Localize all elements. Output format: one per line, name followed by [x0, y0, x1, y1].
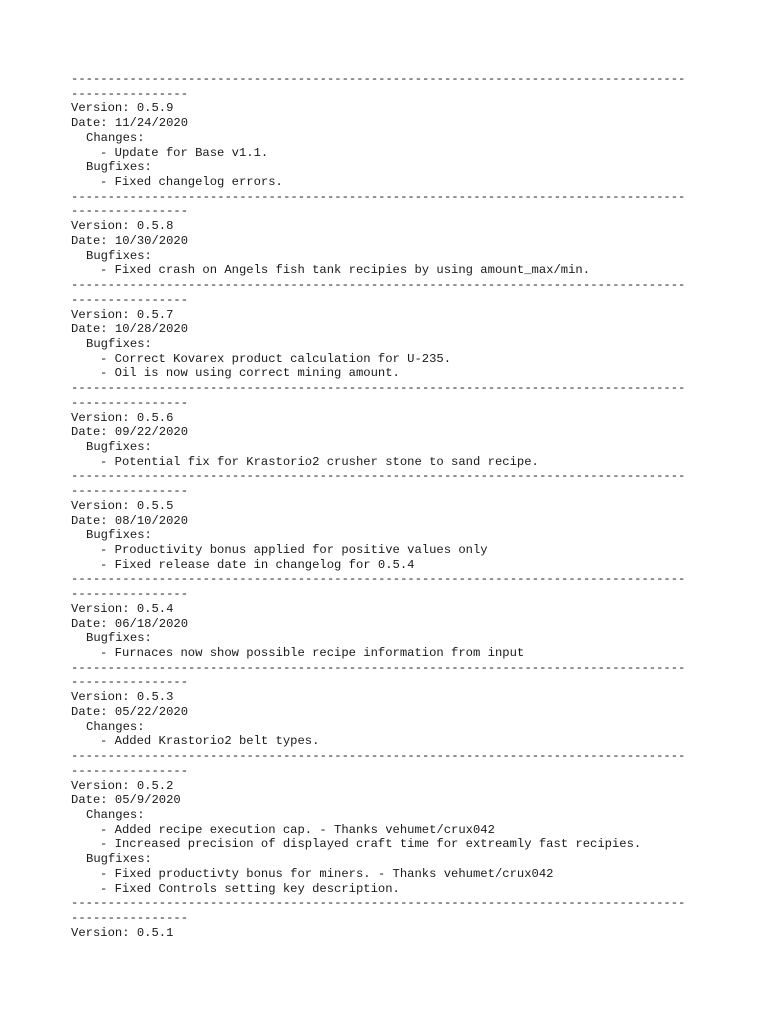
version-label: Version: 0.5.6: [71, 410, 174, 425]
section-heading: Bugfixes:: [86, 852, 152, 867]
separator-line: ------------------------------------------------------------------------------------: [71, 660, 686, 675]
separator-line: ----------------: [71, 86, 189, 101]
separator-line: ------------------------------------------------------------------------------------: [71, 189, 686, 204]
separator-line: ------------------------------------------------------------------------------------: [71, 278, 686, 293]
change-item: - Fixed productivty bonus for miners. - Thanks vehumet/crux042: [100, 866, 554, 881]
change-item: - Furnaces now show possible recipe information from input: [100, 646, 525, 661]
separator-line: ------------------------------------------------------------------------------------: [71, 572, 686, 587]
separator-line: ----------------: [71, 763, 189, 778]
separator-line: ------------------------------------------------------------------------------------: [71, 469, 686, 484]
section-heading: Bugfixes:: [86, 336, 152, 351]
change-item: - Added recipe execution cap. - Thanks vehumet/crux042: [100, 822, 495, 837]
change-item: - Oil is now using correct mining amount.: [100, 366, 400, 381]
change-item: - Update for Base v1.1.: [100, 145, 269, 160]
change-item: - Fixed Controls setting key description.: [100, 881, 400, 896]
version-label: Version: 0.5.9: [71, 101, 174, 116]
section-heading: Changes:: [86, 807, 145, 822]
separator-line: ----------------: [71, 395, 189, 410]
version-label: Version: 0.5.8: [71, 219, 174, 234]
section-heading: Bugfixes:: [86, 439, 152, 454]
separator-line: ------------------------------------------------------------------------------------: [71, 72, 686, 86]
change-item: - Fixed crash on Angels fish tank recipies by using amount_max/min.: [100, 263, 591, 278]
change-item: - Added Krastorio2 belt types.: [100, 734, 320, 749]
date-label: Date: 05/22/2020: [71, 704, 189, 719]
date-label: Date: 05/9/2020: [71, 793, 181, 808]
separator-line: ----------------: [71, 484, 189, 499]
section-heading: Bugfixes:: [86, 248, 152, 263]
separator-line: ----------------: [71, 204, 189, 219]
date-label: Date: 08/10/2020: [71, 513, 189, 528]
section-heading: Changes:: [86, 130, 145, 145]
change-item: - Correct Kovarex product calculation for U-235.: [100, 351, 452, 366]
section-heading: Changes:: [86, 719, 145, 734]
date-label: Date: 10/28/2020: [71, 322, 189, 337]
separator-line: ----------------: [71, 675, 189, 690]
version-label: Version: 0.5.2: [71, 778, 174, 793]
separator-line: ------------------------------------------------------------------------------------: [71, 749, 686, 764]
separator-line: ----------------: [71, 292, 189, 307]
date-label: Date: 09/22/2020: [71, 425, 189, 440]
date-label: Date: 11/24/2020: [71, 116, 189, 131]
version-label: Version: 0.5.7: [71, 307, 174, 322]
separator-line: ----------------: [71, 910, 189, 925]
version-label: Version: 0.5.5: [71, 498, 174, 513]
version-label: Version: 0.5.3: [71, 690, 174, 705]
version-label: Version: 0.5.4: [71, 601, 174, 616]
change-item: - Potential fix for Krastorio2 crusher stone to sand recipe.: [100, 454, 539, 469]
change-item: - Increased precision of displayed craft time for extreamly fast recipies.: [100, 837, 642, 852]
version-label: Version: 0.5.1: [71, 925, 174, 940]
separator-line: ----------------: [71, 587, 189, 602]
section-heading: Bugfixes:: [86, 631, 152, 646]
change-item: - Fixed changelog errors.: [100, 175, 283, 190]
date-label: Date: 06/18/2020: [71, 616, 189, 631]
separator-line: ------------------------------------------------------------------------------------: [71, 896, 686, 911]
change-item: - Fixed release date in changelog for 0.5.4: [100, 557, 415, 572]
section-heading: Bugfixes:: [86, 528, 152, 543]
change-item: - Productivity bonus applied for positive values only: [100, 543, 488, 557]
section-heading: Bugfixes:: [86, 160, 152, 175]
separator-line: ------------------------------------------------------------------------------------: [71, 381, 686, 396]
changelog-document: [71, 72, 711, 940]
date-label: Date: 10/30/2020: [71, 233, 189, 248]
